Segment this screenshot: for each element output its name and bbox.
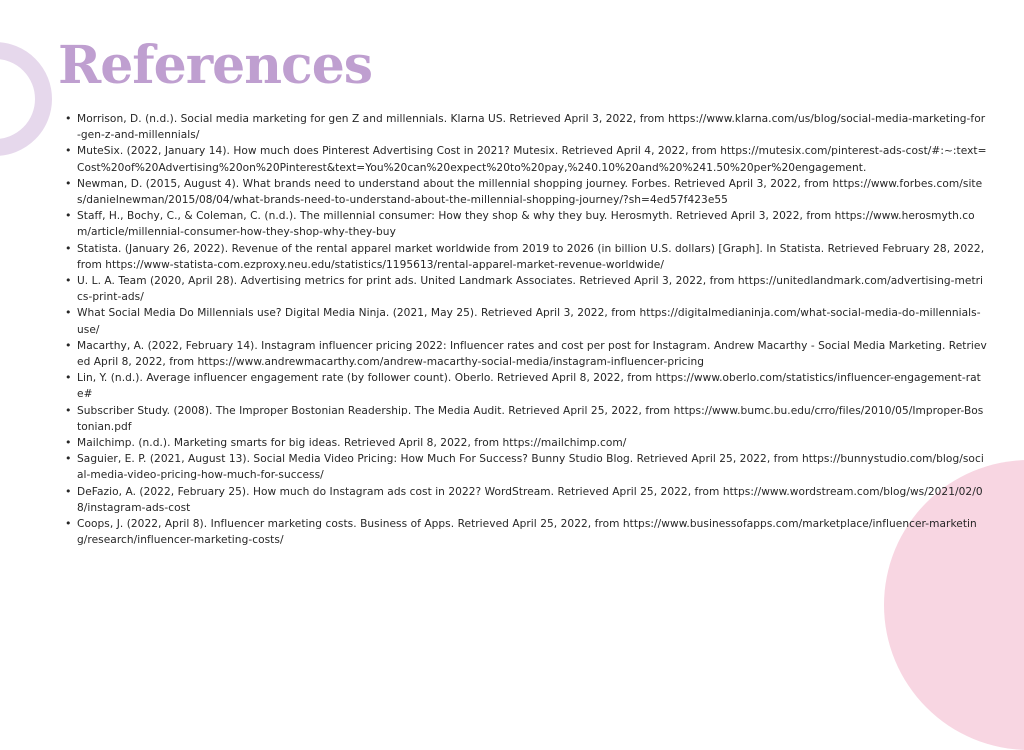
reference-text: U. L. A. Team (2020, April 28). Advertising metrics for print ads. United Landmark Associates. Retrieved April 3, 2022, from https://unitedlandmark.com/advertising-metrics-print-ads/	[77, 275, 984, 304]
bullet-icon: •	[65, 403, 72, 417]
page-title: References	[58, 35, 373, 96]
list-item	[65, 208, 987, 240]
list-item	[65, 451, 987, 483]
bullet-icon: •	[65, 306, 72, 320]
bullet-icon: •	[65, 241, 72, 255]
list-item	[65, 176, 987, 208]
reference-text: Newman, D. (2015, August 4). What brands need to understand about the millennial shopping journey. Forbes. Retrieved April 3, 2022, from https://www.forbes.com/sites/danielnewman/2015/08/04/what-brands-need-to-understand-about-the-millennial-shopping-journey/?sh=4ed57f423e55	[77, 177, 983, 207]
bullet-icon: •	[65, 274, 72, 288]
decorative-ring	[0, 42, 52, 156]
list-item	[65, 435, 987, 451]
reference-text: Coops, J. (2022, April 8). Influencer marketing costs. Business of Apps. Retrieved April 25, 2022, from https://www.businessofapps.com/marketplace/influencer-marketing/research/influencer-marketing-costs/	[77, 518, 977, 547]
reference-text: Mailchimp. (n.d.). Marketing smarts for big ideas. Retrieved April 8, 2022, from https://mailchimp.com/	[77, 437, 627, 450]
bullet-icon: •	[65, 452, 72, 466]
bullet-icon: •	[65, 517, 72, 531]
reference-text: Saguier, E. P. (2021, August 13). Social Media Video Pricing: How Much For Success? Bunny Studio Blog. Retrieved April 25, 2022, from https://bunnystudio.com/blog/social-media-video-pricing-how-much-for-success/	[77, 453, 984, 482]
list-item	[65, 484, 987, 516]
bullet-icon: •	[65, 436, 72, 450]
bullet-icon: •	[65, 144, 72, 158]
reference-text: DeFazio, A. (2022, February 25). How much do Instagram ads cost in 2022? WordStream. Retrieved April 25, 2022, from https://www.wordstream.com/blog/ws/2021/02/08/instagram-ads-cost	[77, 485, 983, 514]
list-item	[65, 143, 987, 175]
reference-text: MuteSix. (2022, January 14). How much does Pinterest Advertising Cost in 2021? Mutesix. Retrieved April 4, 2022, from https://mutesix.com/pinterest-ads-cost/#:~:text=Cost%20of%20Advertising%20on%20Pinterest&text=You%20can%20expect%20to%20pay,%240.10%20and%20%241.50%20per%20engagement.	[77, 145, 987, 174]
bullet-icon: •	[65, 176, 72, 190]
reference-text: Subscriber Study. (2008). The Improper Bostonian Readership. The Media Audit. Retrieved April 25, 2022, from https://www.bumc.bu.edu/crro/files/2010/05/Improper-Bostonian.pdf	[77, 404, 984, 433]
list-item	[65, 338, 987, 370]
bullet-icon: •	[65, 209, 72, 223]
list-item	[65, 241, 987, 273]
bullet-icon: •	[65, 338, 72, 352]
reference-text: Statista. (January 26, 2022). Revenue of the rental apparel market worldwide from 2019 to 2026 (in billion U.S. dollars) [Graph]. In Statista. Retrieved February 28, 2022, from https://www-statista-com.ezproxy.neu.edu/statistics/1195613/rental-apparel-market-revenue-worldwide/	[77, 242, 985, 271]
bullet-icon: •	[65, 371, 72, 385]
reference-text: Morrison, D. (n.d.). Social media marketing for gen Z and millennials. Klarna US. Retrieved April 3, 2022, from https://www.klarna.com/us/blog/social-media-marketing-for-gen-z-and-millennials/	[77, 113, 986, 142]
list-item	[65, 305, 987, 337]
reference-text: Staff, H., Bochy, C., & Coleman, C. (n.d.). The millennial consumer: How they shop & why they buy. Herosmyth. Retrieved April 3, 2022, from https://www.herosmyth.com/article/millennial-consumer-how-they-shop-why-they-buy	[77, 210, 975, 239]
bullet-icon: •	[65, 112, 72, 125]
list-item	[65, 111, 987, 143]
reference-list	[65, 111, 987, 548]
bullet-icon: •	[65, 484, 72, 498]
list-item	[65, 516, 987, 548]
list-item	[65, 403, 987, 435]
reference-text: Lin, Y. (n.d.). Average influencer engagement rate (by follower count). Oberlo. Retrieved April 8, 2022, from https://www.oberlo.com/statistics/influencer-engagement-rate#	[77, 372, 981, 401]
reference-text: Macarthy, A. (2022, February 14). Instagram influencer pricing 2022: Influencer rates and cost per post for Instagram. Andrew Macarthy - Social Media Marketing. Retrieved April 8, 2022, from https://www.andrewmacarthy.com/andrew-macarthy-social-media/instagram-influencer-pricing	[77, 339, 987, 369]
list-item	[65, 370, 987, 402]
reference-text: What Social Media Do Millennials use? Digital Media Ninja. (2021, May 25). Retrieved April 3, 2022, from https://digitalmedianinja.com/what-social-media-do-millennials-use/	[77, 307, 981, 336]
list-item	[65, 273, 987, 305]
